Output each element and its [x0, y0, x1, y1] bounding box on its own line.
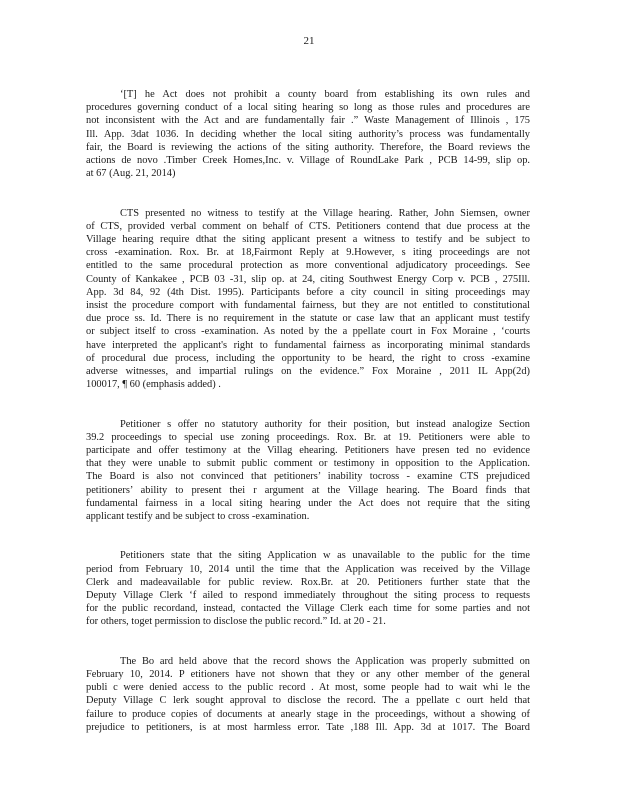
text-line: ‘[T] he Act does not prohibit a county board from establishing its own rules and	[120, 89, 530, 100]
text-line: Ill. App. 3dat 1036. In deciding whether the local siting authority’s process was fundamentally	[86, 128, 530, 140]
document-body	[86, 88, 530, 747]
text-line: fundamental fairness in a local siting hearing under the Act does not require that the siting	[86, 497, 530, 509]
paragraph	[86, 655, 530, 734]
text-line: have interpreted the applicant's right to fundamental fairness as incorporating minimal standards	[86, 339, 530, 351]
text-line: Petitioner s offer no statutory authority for their position, but instead analogize Section	[120, 418, 530, 430]
text-line: of procedural due process, including the opportunity to be heard, the right to cross -examine	[86, 352, 530, 364]
paragraph	[86, 207, 530, 392]
text-line: fair, the Board is reviewing the actions of the siting authority. Therefore, the Board reviews the	[86, 141, 530, 153]
text-line: applicant testify and be subject to cross -examination.	[86, 511, 310, 523]
text-line: prejudice to petitioners, is at most harmless error. Tate ,188 Ill. App. 3d at 1017. The Board	[86, 721, 530, 733]
text-line: that they were unable to submit public comment or testimony in opposition to the Application.	[86, 458, 530, 470]
text-line: 39.2 proceedings to special use zoning proceedings. Rox. Br. at 19. Petitioners were able to	[86, 431, 530, 443]
text-line: insist the procedure comport with fundamental fairness, but they are not entitled to constitutional	[86, 300, 530, 312]
paragraph	[86, 549, 530, 628]
text-line: procedures governing conduct of a local siting hearing so long as those rules and procedures are	[86, 102, 530, 114]
paragraph	[86, 418, 530, 524]
text-line: for the public recordand, instead, contacted the Village Clerk each time for some parties and not	[86, 603, 530, 615]
text-line: not inconsistent with the Act and are fundamentally fair .” Waste Management of Illinois , 175	[86, 115, 530, 127]
text-line: CTS presented no witness to testify at the Village hearing. Rather, John Siemsen, owner	[120, 207, 530, 219]
text-line: The Board is also not convinced that petitioners’ inability tocross - examine CTS prejudiced	[86, 471, 530, 483]
text-line: County of Kankakee , PCB 03 -31, slip op. at 24, citing Southwest Energy Corp v. PCB , 275Ill.	[86, 273, 530, 285]
paragraph	[86, 88, 530, 180]
text-line: at 67 (Aug. 21, 2014)	[86, 168, 176, 180]
text-line: of CTS, provided verbal comment on behalf of CTS. Petitioners contend that due process at the	[86, 220, 530, 232]
text-line: 100017, ¶ 60 (emphasis added) .	[86, 379, 221, 391]
text-line: cross -examination. Rox. Br. at 18,Fairmont Reply at 9.However, s iting proceedings are not	[86, 247, 530, 259]
text-line: participate and offer testimony at the Villag ehearing. Petitioners have presen ted no evidence	[86, 445, 530, 457]
text-line: App. 3d 84, 92 (4th Dist. 1995). Participants before a city council in siting proceedings may	[86, 286, 530, 298]
text-line: Clerk and madeavailable for public review. Rox.Br. at 20. Petitioners further state that the	[86, 576, 530, 588]
text-line: for others, toget permission to disclose the public record.” Id. at 20 - 21.	[86, 616, 386, 628]
text-line: petitioners’ ability to present thei r argument at the Village hearing. The Board finds that	[86, 484, 530, 496]
text-line: entitled to the same procedural protection as more conventional adjudicatory proceedings. See	[86, 260, 530, 272]
text-line: Village hearing require dthat the siting applicant present a witness to testify and be subject to	[86, 234, 530, 246]
text-line: February 10, 2014. P etitioners have not shown that they or any other member of the general	[86, 669, 530, 681]
page-number: 21	[303, 35, 315, 47]
text-line: failure to produce copies of documents at anearly stage in the proceedings, without a showing of	[86, 708, 530, 720]
text-line: adverse witnesses, and impartial rulings on the evidence.” Fox Moraine , 2011 IL App(2d)	[86, 366, 530, 378]
text-line: Deputy Village Clerk ‘f ailed to respond immediately throughout the siting process to requests	[86, 590, 530, 602]
text-line: publi c were denied access to the public record . At most, some people had to wait whi le the	[86, 682, 530, 694]
text-line: or subject itself to cross -examination. As noted by the a ppellate court in Fox Moraine , ‘courts	[86, 326, 530, 338]
text-line: period from February 10, 2014 until the time that the Application was received by the Village	[86, 563, 530, 575]
text-line: Petitioners state that the siting Application w as unavailable to the public for the time	[120, 550, 530, 562]
text-line: Deputy Village C lerk sought approval to disclose the record. The a ppellate c ourt held that	[86, 695, 530, 707]
text-line: actions de novo .Timber Creek Homes,Inc. v. Village of RoundLake Park , PCB 14-99, slip op.	[86, 155, 530, 167]
text-line: The Bo ard held above that the record shows the Application was properly submitted on	[120, 655, 530, 667]
text-line: due proce ss. Id. There is no requirement in the statute or case law that an applicant must testify	[86, 313, 530, 325]
